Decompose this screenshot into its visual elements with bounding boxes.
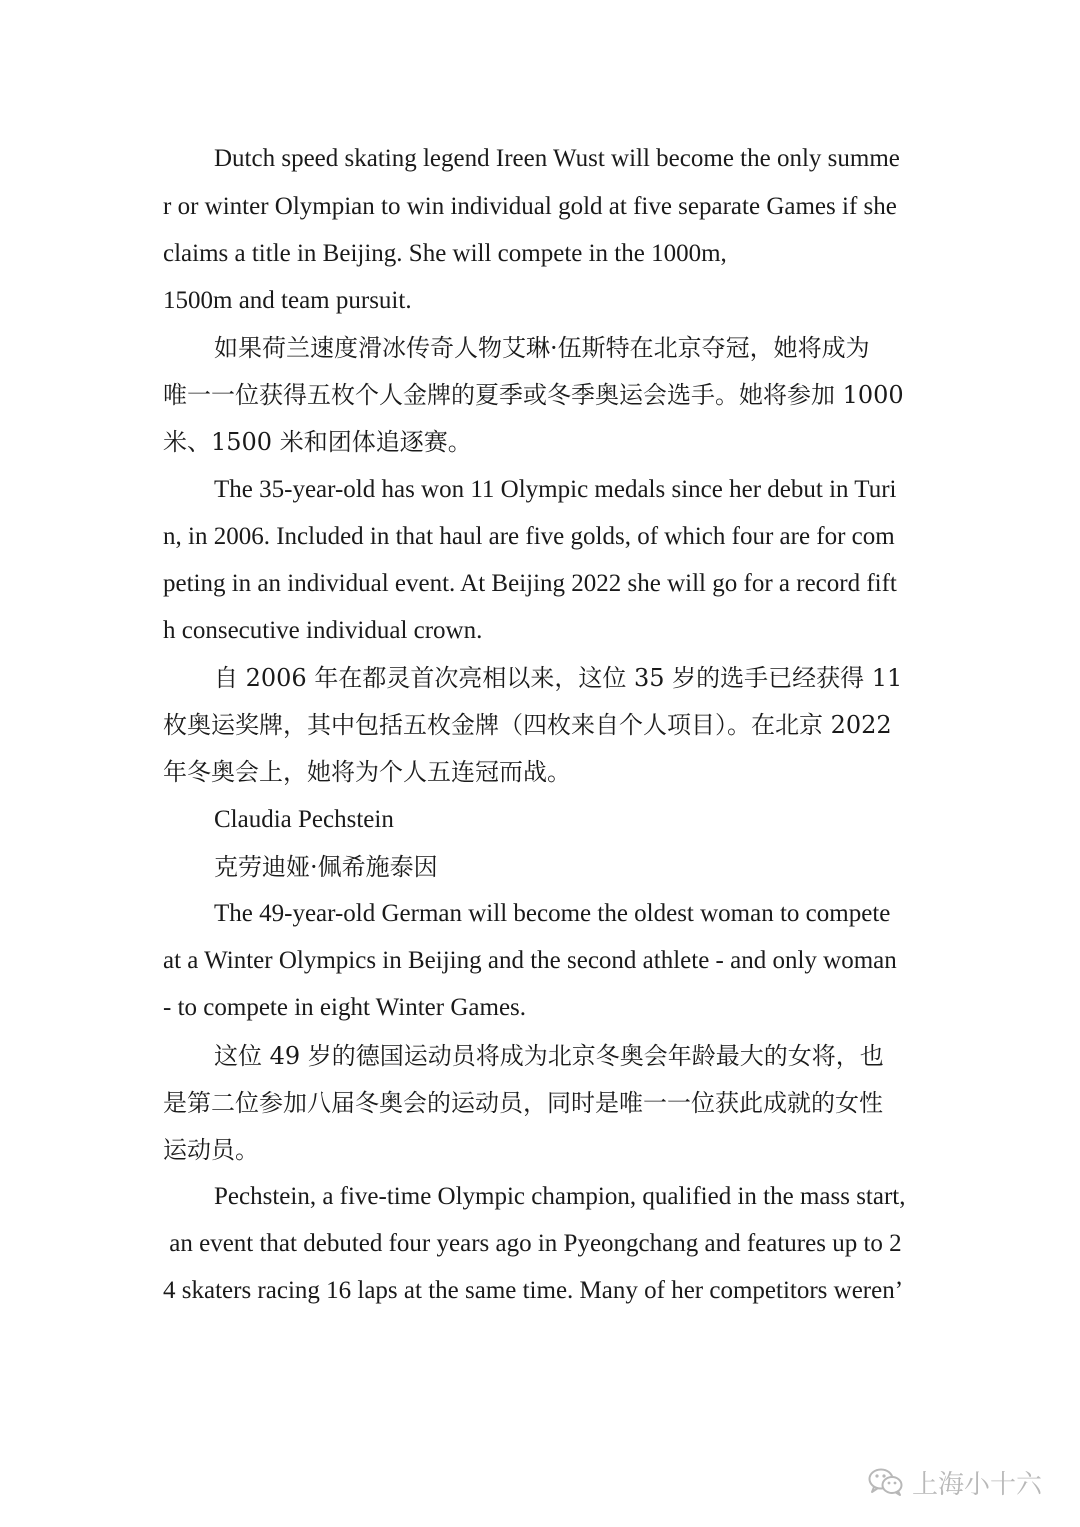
text-line: 年冬奥会上，她将为个人五连冠而战。 <box>163 758 571 786</box>
text-line: 如果荷兰速度滑冰传奇人物艾琳·伍斯特在北京夺冠，她将成为 <box>214 334 870 362</box>
text-line: 运动员。 <box>163 1136 259 1164</box>
text-line: 枚奥运奖牌，其中包括五枚金牌（四枚来自个人项目）。在北京 2022 <box>163 711 892 739</box>
text-line: 米、1500 米和团体追逐赛。 <box>163 428 472 456</box>
text-line: 这位 49 岁的德国运动员将成为北京冬奥会年龄最大的女将，也 <box>214 1042 884 1070</box>
text-line: r or winter Olympian to win individual gold at five separate Games if she <box>163 193 897 220</box>
section-heading: 克劳迪娅·佩希施泰因 <box>214 853 438 881</box>
text-line: 自 2006 年在都灵首次亮相以来，这位 35 岁的选手已经获得 11 <box>214 664 903 692</box>
text-line: The 35-year-old has won 11 Olympic medals since her debut in Turi <box>214 476 897 503</box>
text-line: 1500m and team pursuit. <box>163 287 412 314</box>
text-line: 是第二位参加八届冬奥会的运动员，同时是唯一一位获此成就的女性 <box>163 1089 883 1117</box>
text-line: at a Winter Olympics in Beijing and the second athlete - and only woman <box>163 947 897 974</box>
wechat-icon <box>868 1467 904 1497</box>
section-heading: Claudia Pechstein <box>214 806 394 833</box>
text-line: Pechstein, a five-time Olympic champion, qualified in the mass start, <box>214 1183 906 1210</box>
text-line: 唯一一位获得五枚个人金牌的夏季或冬季奥运会选手。她将参加 1000 <box>163 381 904 409</box>
text-line: The 49-year-old German will become the oldest woman to compete <box>214 900 891 927</box>
watermark-text: 上海小十六 <box>912 1469 1043 1500</box>
text-line: 4 skaters racing 16 laps at the same time. Many of her competitors weren’ <box>163 1277 904 1304</box>
text-line: - to compete in eight Winter Games. <box>163 994 527 1021</box>
text-line: h consecutive individual crown. <box>163 617 483 644</box>
text-line: peting in an individual event. At Beijing 2022 she will go for a record fift <box>163 570 897 597</box>
watermark <box>868 1462 1042 1502</box>
text-line: n, in 2006. Included in that haul are five golds, of which four are for com <box>163 523 895 550</box>
text-line: an event that debuted four years ago in Pyeongchang and features up to 2 <box>163 1230 902 1257</box>
text-line: Dutch speed skating legend Ireen Wust will become the only summe <box>214 145 900 172</box>
text-line: claims a title in Beijing. She will compete in the 1000m, <box>163 240 727 267</box>
